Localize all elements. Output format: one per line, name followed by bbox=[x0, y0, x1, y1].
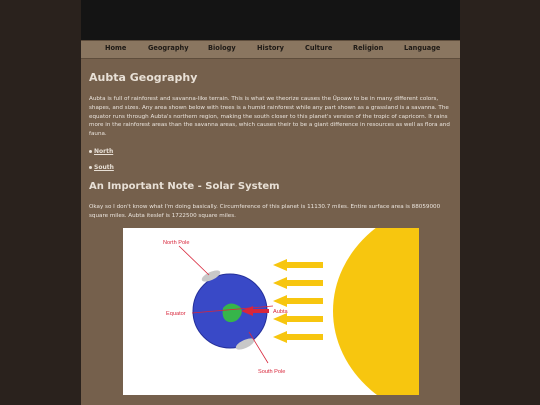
north-pole-line bbox=[179, 246, 209, 275]
intro-paragraph: Aubta is full of rainforest and savanna-like terrain. This is what we theorize causes the Ûpoaw to be in many different colors, shapes, and sizes. Any area shown below with trees is a humid rainforest while any part shown as a grassland is a savanna. The equator runs through Aubta's northern region, making the south closer to this planet's version of the tropic of capricorn. It rains more in the rainforest areas than the savanna areas, which causes their to be a giant difference in resources as well as flora and fauna. bbox=[89, 96, 450, 138]
nav-item-home[interactable]: Home bbox=[105, 44, 127, 52]
nav-item-religion[interactable]: Religion bbox=[353, 44, 384, 52]
label-aubta: Aubta bbox=[273, 309, 288, 315]
link-south[interactable]: South bbox=[94, 164, 114, 171]
label-equator: Equator bbox=[166, 311, 186, 317]
label-south-pole: South Pole bbox=[258, 369, 286, 375]
bullet-icon bbox=[89, 166, 92, 169]
arrow-icon bbox=[273, 331, 323, 343]
arrow-icon bbox=[273, 277, 323, 289]
diagram-svg bbox=[123, 228, 419, 395]
header-banner bbox=[81, 0, 460, 40]
page-title: Aubta Geography bbox=[89, 71, 198, 84]
nav-item-biology[interactable]: Biology bbox=[208, 44, 236, 52]
sun-shape bbox=[333, 228, 419, 395]
section-paragraph: Okay so I don't know what I'm doing basically. Circumference of this planet is 11130.7 miles. Entire surface area is 88059000 square miles. Aubta iteslef is 1722500 square miles. bbox=[89, 204, 441, 219]
region-links bbox=[89, 148, 114, 180]
sunlight-arrows bbox=[273, 259, 323, 343]
label-north-pole: North Pole bbox=[163, 240, 190, 246]
bullet-icon bbox=[89, 150, 92, 153]
nav-item-language[interactable]: Language bbox=[404, 44, 441, 52]
nav-item-history[interactable]: History bbox=[257, 44, 284, 52]
arrow-icon bbox=[273, 259, 323, 271]
page-container bbox=[81, 0, 460, 405]
arrow-icon bbox=[273, 295, 323, 307]
main-nav bbox=[81, 40, 460, 59]
south-pole-line bbox=[249, 332, 268, 363]
nav-item-geography[interactable]: Geography bbox=[148, 44, 189, 52]
link-north[interactable]: North bbox=[94, 148, 114, 155]
nav-item-culture[interactable]: Culture bbox=[305, 44, 333, 52]
solar-system-diagram bbox=[123, 228, 419, 395]
section-title: An Important Note - Solar System bbox=[89, 181, 280, 192]
list-item bbox=[89, 148, 114, 164]
list-item bbox=[89, 164, 114, 180]
